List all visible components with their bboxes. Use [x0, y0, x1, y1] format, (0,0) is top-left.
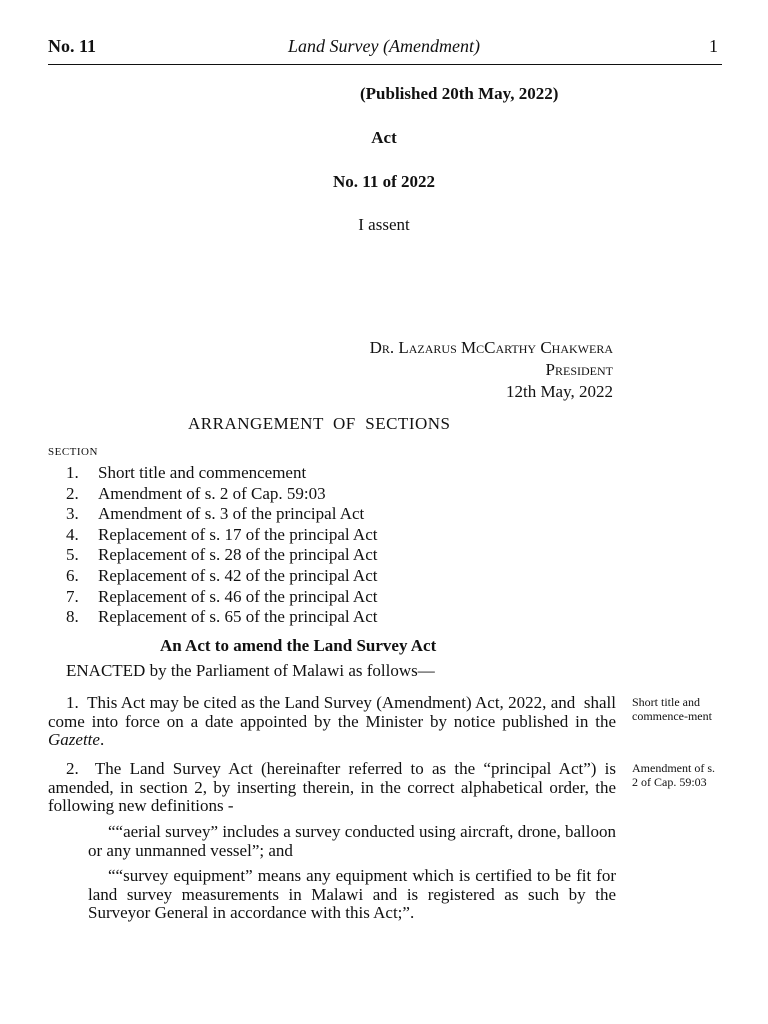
section-label: SECTION — [48, 446, 98, 458]
published-date: (Published 20th May, 2022) — [360, 84, 559, 103]
list-item: 7. Replacement of s. 46 of the principal Act — [66, 586, 378, 606]
header-divider — [48, 64, 722, 65]
act-number: No. 11 of 2022 — [333, 172, 435, 191]
definition-survey-equipment: ““survey equipment” means any equipment which is certified to be fit for land survey measurements in Malawi and is registered as such by the Surveyor General in accordance with this Act;”. — [88, 866, 616, 922]
arrangement-title: ARRANGEMENT OF SECTIONS — [188, 414, 451, 433]
section-1-text: 1. This Act may be cited as the Land Survey (Amendment) Act, 2022, and shall come into force on a date appointed by the Minister by notice published in the — [48, 693, 621, 731]
section-list — [66, 463, 377, 628]
signatory-role: President — [545, 360, 613, 379]
section-2-text: 2. The Land Survey Act (hereinafter referred to as the “principal Act”) is amended, in section 2, by inserting therein, in the correct alphabetical order, the following new definitions - — [48, 759, 621, 815]
header-act-number: No. 11 — [48, 36, 97, 56]
margin-note-amendment: Amendment of s. 2 of Cap. 59:03 — [632, 761, 715, 789]
list-item: 8. Replacement of s. 65 of the principal Act — [66, 607, 378, 627]
signatory-name: Dr. Lazarus McCarthy Chakwera — [369, 338, 613, 357]
section-2-paragraph — [48, 759, 621, 816]
page-number: 1 — [709, 36, 718, 56]
list-item: 6. Replacement of s. 42 of the principal Act — [66, 565, 378, 585]
gazette-reference: Gazette — [48, 730, 100, 749]
definition-aerial-survey: ““aerial survey” includes a survey conducted using aircraft, drone, balloon or any unmanned vessel”; and — [88, 822, 616, 860]
assent-date: 12th May, 2022 — [505, 382, 613, 401]
list-item: 4. Replacement of s. 17 of the principal Act — [66, 524, 378, 544]
act-long-title: An Act to amend the Land Survey Act — [160, 636, 437, 655]
enacting-formula: ENACTED by the Parliament of Malawi as follows— — [66, 661, 435, 680]
act-label: Act — [371, 128, 397, 147]
list-item: 3. Amendment of s. 3 of the principal Act — [66, 504, 365, 524]
list-item: 2. Amendment of s. 2 of Cap. 59:03 — [66, 483, 326, 503]
section-1-paragraph: 1. This Act may be cited as the Land Survey (Amendment) Act, 2022, and shall come into force on a date appointed by the Minister by notice published in the Gazette. — [48, 693, 621, 749]
assent-text: I assent — [358, 215, 410, 234]
margin-note-short-title: Short title and commence-ment — [632, 695, 712, 723]
header-title: Land Survey (Amendment) — [288, 36, 480, 56]
list-item: 1. Short title and commencement — [66, 463, 307, 482]
list-item: 5. Replacement of s. 28 of the principal Act — [66, 545, 378, 565]
